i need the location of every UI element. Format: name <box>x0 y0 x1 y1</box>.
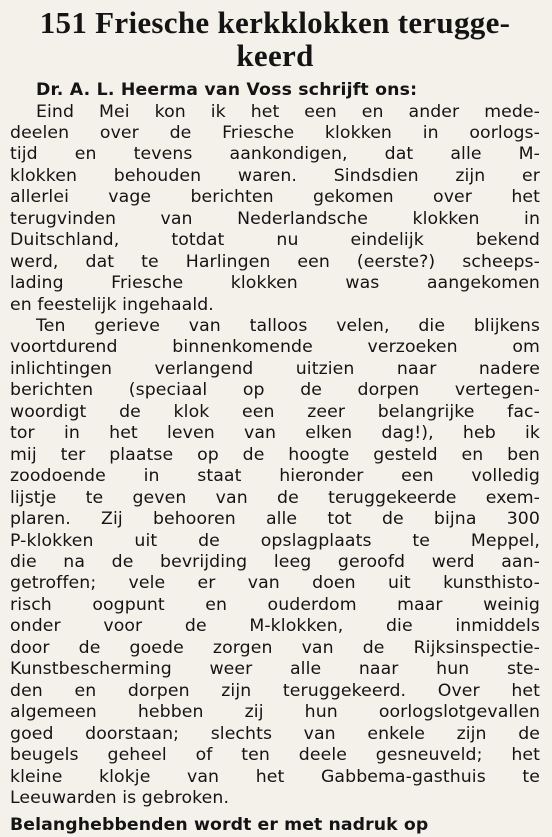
paragraph-line: deelen over de Friesche klokken in oorlogs- <box>10 122 540 143</box>
paragraph-line: Eind Mei kon ik het een en ander mede- <box>36 101 540 122</box>
paragraph-line: den en dorpen zijn teruggekeerd. Over het <box>10 680 540 701</box>
paragraph-line: woordigt de klok een zeer belangrijke fac- <box>10 401 540 422</box>
headline-line-2: keerd <box>236 38 314 73</box>
paragraph-line: tor in het leven van elken dag!), heb ik <box>10 423 540 444</box>
paragraph-line: lading Friesche klokken was aangekomen <box>10 273 540 294</box>
paragraph-line: tijd en tevens aankondigen, dat alle M- <box>10 144 540 165</box>
paragraph-line: P-klokken uit de opslagplaats te Meppel, <box>10 530 540 551</box>
article-byline: Dr. A. L. Heerma van Voss schrijft ons: <box>36 80 418 100</box>
paragraph-line: en feestelijk ingehaald. <box>10 294 214 315</box>
article-body <box>10 102 540 810</box>
paragraph-line: plaren. Zij behooren alle tot de bijna 300 <box>10 509 540 530</box>
paragraph-line: berichten (speciaal op de dorpen vertegen- <box>10 380 540 401</box>
paragraph-line: die na de bevrijding leeg geroofd werd aan- <box>10 552 540 573</box>
paragraph-line: algemeen hebben zij hun oorlogslotgevallen <box>10 702 540 723</box>
headline-line-1: 151 Friesche kerkklokken terugge- <box>39 5 511 40</box>
paragraph-line: Duitschland, totdat nu eindelijk bekend <box>10 230 540 251</box>
paragraph-line: inlichtingen verlangend uitzien naar nadere <box>10 358 540 379</box>
paragraph-line: Leeuwarden is gebroken. <box>10 788 230 808</box>
paragraph-line: allerlei vage berichten gekomen over het <box>10 187 540 208</box>
paragraph-line: zoodoende in staat hieronder een volledig <box>10 466 540 487</box>
paragraph-line: beugels geheel of ten deele gesneuveld; het <box>10 745 540 766</box>
article-headline <box>10 6 540 72</box>
paragraph-line: Ten gerieve van talloos velen, die blijkens <box>36 316 540 337</box>
paragraph-line: klokken behouden waren. Sindsdien zijn er <box>10 165 540 186</box>
paragraph-line: getroffen; vele er van doen uit kunsthisto- <box>10 573 540 594</box>
paragraph-line: goed doorstaan; slechts van enkele zijn de <box>10 723 540 744</box>
paragraph-line: mij ter plaatse op de hoogte gesteld en ben <box>10 444 540 465</box>
paragraph-line: Kunstbescherming weer alle naar hun ste- <box>10 659 540 680</box>
article-paragraph <box>10 102 540 317</box>
paragraph-line: voortdurend binnenkomende verzoeken om <box>10 337 540 358</box>
paragraph-line: kleine klokje van het Gabbema-gasthuis te <box>10 766 540 787</box>
paragraph-line: lijstje te geven van de teruggekeerde exem- <box>10 487 540 508</box>
paragraph-line: risch oogpunt en ouderdom maar weinig <box>10 594 540 615</box>
paragraph-line: werd, dat te Harlingen een (eerste?) scheeps- <box>10 251 540 272</box>
article-paragraph <box>10 316 540 809</box>
paragraph-line: door de goede zorgen van de Rijksinspectie- <box>10 637 540 658</box>
cut-off-line: Belanghebbenden wordt er met nadruk op <box>10 815 429 836</box>
paragraph-line: onder voor de M-klokken, die inmiddels <box>10 616 540 637</box>
paragraph-line: terugvinden van Nederlandsche klokken in <box>10 208 540 229</box>
